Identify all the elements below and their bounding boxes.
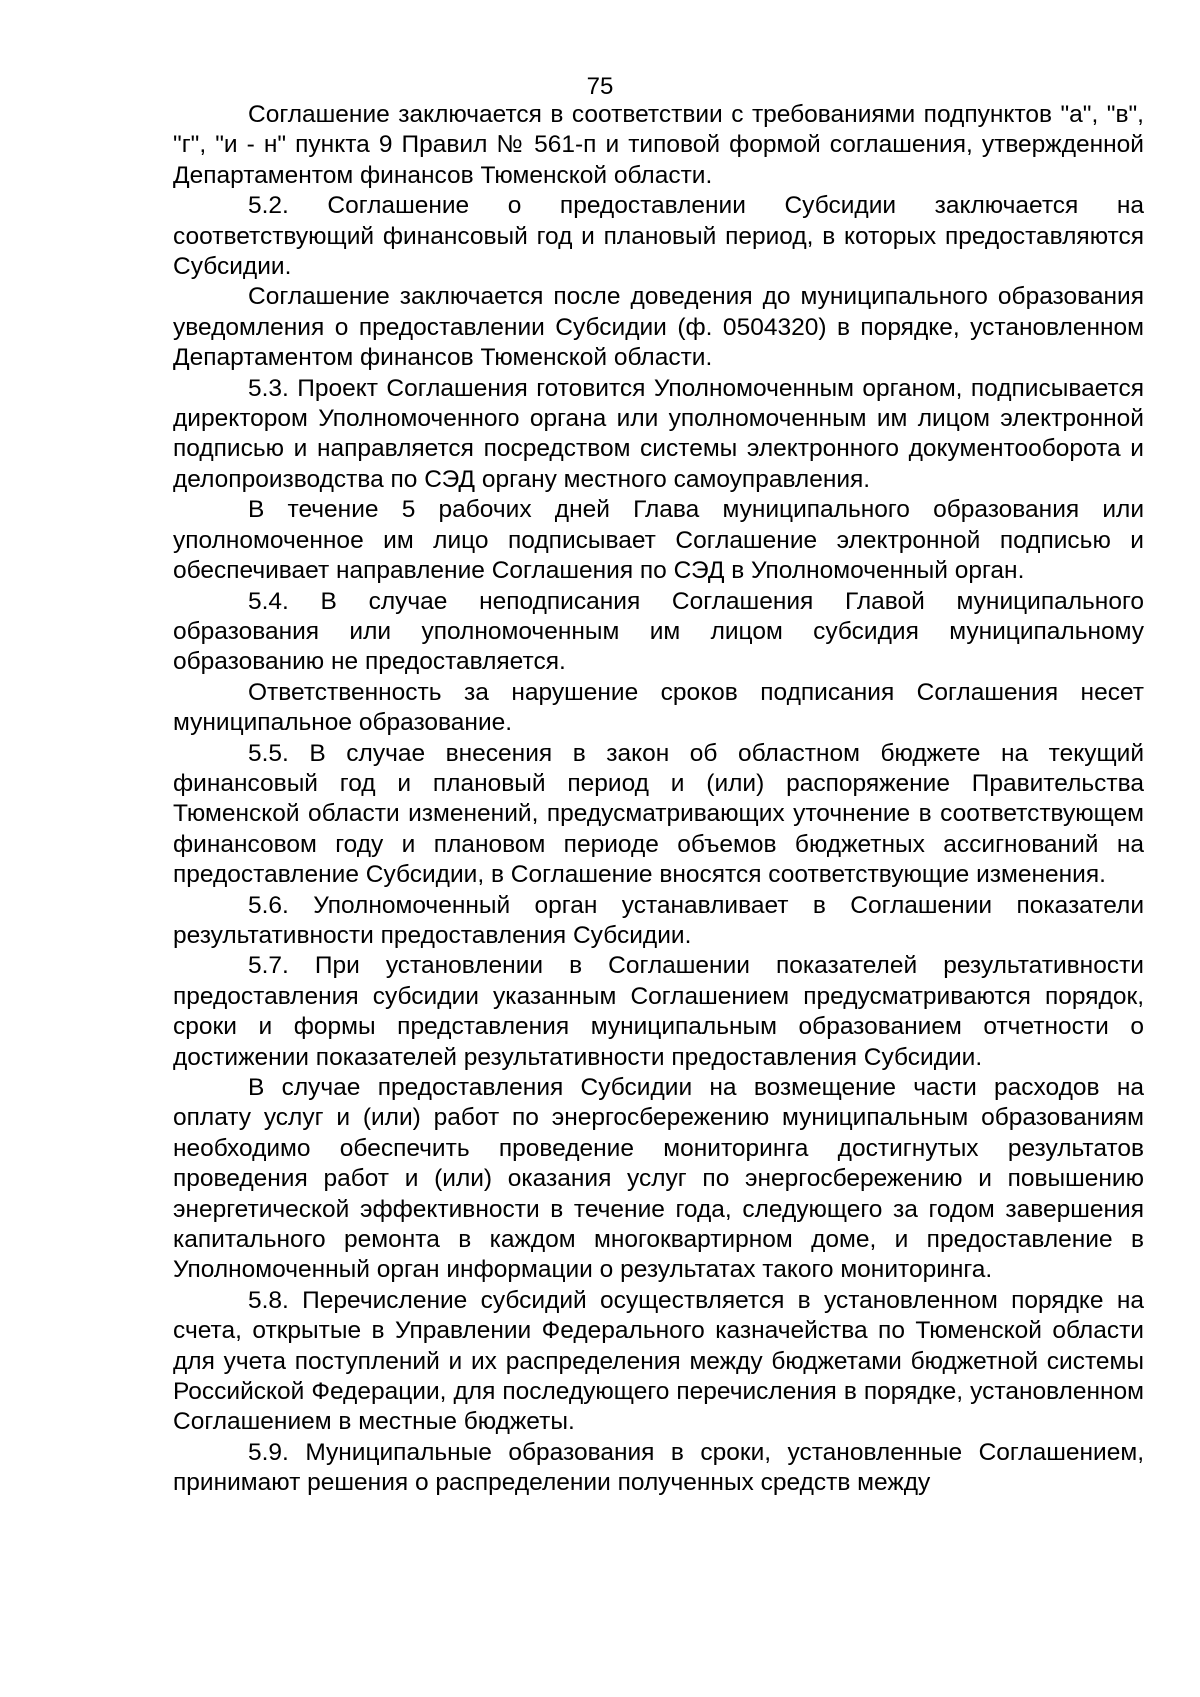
paragraph-5-7: 5.7. При установлении в Соглашении показателей результативности предоставления субсидии указанным Соглашением предусматриваются порядок, сроки и формы представления муниципальным образованием отчетности о достижении показателей результативности предоставления Субсидии. xyxy=(173,952,1144,1071)
page-number: 75 xyxy=(586,73,614,100)
paragraph-5-4: 5.4. В случае неподписания Соглашения Главой муниципального образования или уполномоченным им лицом субсидия муниципальному образованию не предоставляется. xyxy=(173,587,1144,676)
paragraph-5-6: 5.6. Уполномоченный орган устанавливает в Соглашении показатели результативности предоставления Субсидии. xyxy=(173,891,1144,949)
document-body xyxy=(173,100,1144,1499)
paragraph-signing-deadline: В течение 5 рабочих дней Глава муниципального образования или уполномоченное им лицо подписывает Соглашение электронной подписью и обеспечивает направление Соглашения по СЭД в Уполномоченный орган. xyxy=(173,496,1144,585)
paragraph-agreement-requirements: Соглашение заключается в соответствии с требованиями подпунктов "а", "в", "г", "и - н" пункта 9 Правил № 561-п и типовой формой соглашения, утвержденной Департаментом финансов Тюменской области. xyxy=(173,101,1144,189)
paragraph-responsibility: Ответственность за нарушение сроков подписания Соглашения несет муниципальное образование. xyxy=(173,678,1144,737)
paragraph-5-2: 5.2. Соглашение о предоставлении Субсидии заключается на соответствующий финансовый год и плановый период, в которых предоставляются Субсидии. xyxy=(173,192,1144,281)
paragraph-5-8: 5.8. Перечисление субсидий осуществляется в установленном порядке на счета, открытые в Управлении Федерального казначейства по Тюменской области для учета поступлений и их распределения между бюджетами бюджетной системы Российской Федерации, для последующего перечисления в порядке, установленном Соглашением в местные бюджеты. xyxy=(173,1286,1144,1436)
paragraph-5-3: 5.3. Проект Соглашения готовится Уполномоченным органом, подписывается директором Уполномоченного органа или уполномоченным им лицом электронной подписью и направляется посредством системы электронного документооборота и делопроизводства по СЭД органу местного самоуправления. xyxy=(173,374,1144,493)
paragraph-energy-saving-monitoring: В случае предоставления Субсидии на возмещение части расходов на оплату услуг и (или) работ по энергосбережению муниципальным образованиям необходимо обеспечить проведение мониторинга достигнутых результатов проведения работ и (или) оказания услуг по энергосбережению и повышению энергетической эффективности в течение года, следующего за годом завершения капитального ремонта в каждом многоквартирном доме, и предоставление в Уполномоченный орган информации о результатах такого мониторинга. xyxy=(173,1074,1144,1284)
paragraph-agreement-notification: Соглашение заключается после доведения до муниципального образования уведомления о предоставлении Субсидии (ф. 0504320) в порядке, установленном Департаментом финансов Тюменской области. xyxy=(173,283,1144,372)
paragraph-5-9: 5.9. Муниципальные образования в сроки, установленные Соглашением, принимают решения о распределении полученных средств между xyxy=(173,1438,1144,1497)
paragraph-5-5: 5.5. В случае внесения в закон об областном бюджете на текущий финансовый год и плановый период и (или) распоряжение Правительства Тюменской области изменений, предусматривающих уточнение в соответствующем финансовом году и плановом периоде объемов бюджетных ассигнований на предоставление Субсидии, в Соглашение вносятся соответствующие изменения. xyxy=(173,739,1144,889)
